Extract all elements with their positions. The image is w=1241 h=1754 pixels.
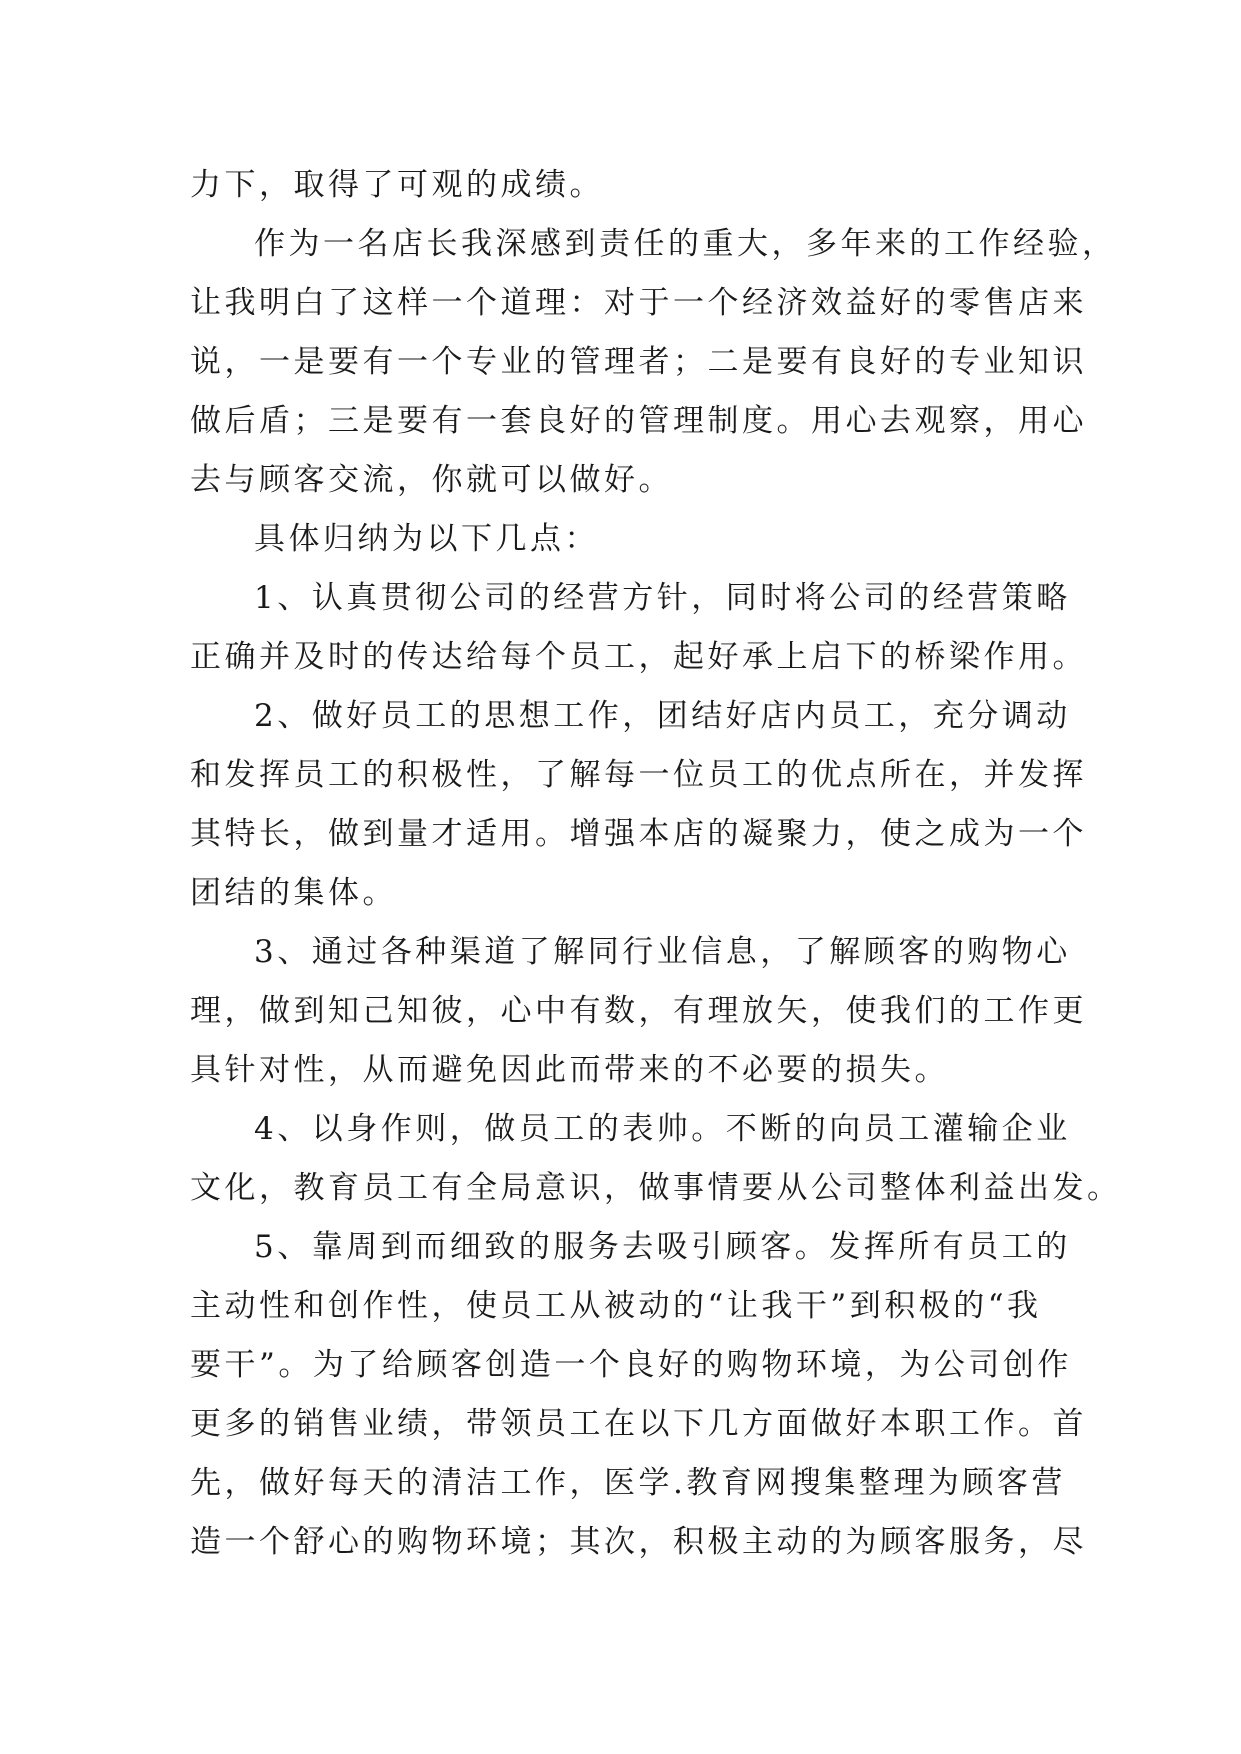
text-line: 让我明白了这样一个道理：对于一个经济效益好的零售店来 <box>190 285 1087 321</box>
text-line: 正确并及时的传达给每个员工，起好承上启下的桥梁作用。 <box>190 639 1087 675</box>
text-line: 要干”。为了给顾客创造一个良好的购物环境，为公司创作 <box>190 1347 1072 1383</box>
text-line: 3、通过各种渠道了解同行业信息，了解顾客的购物心 <box>254 934 1071 970</box>
text-line: 文化，教育员工有全局意识，做事情要从公司整体利益出发。 <box>190 1170 1122 1206</box>
text-line: 先，做好每天的清洁工作，医学.教育网搜集整理为顾客营 <box>190 1465 1066 1501</box>
text-line: 主动性和创作性，使员工从被动的“让我干”到积极的“我 <box>190 1288 1042 1324</box>
body-text <box>190 156 1122 1572</box>
text-line: 说，一是要有一个专业的管理者；二是要有良好的专业知识 <box>190 344 1087 380</box>
text-line: 具针对性，从而避免因此而带来的不必要的损失。 <box>190 1052 949 1088</box>
text-line: 其特长，做到量才适用。增强本店的凝聚力，使之成为一个 <box>190 816 1087 852</box>
text-line: 团结的集体。 <box>190 875 397 911</box>
text-line: 1、认真贯彻公司的经营方针，同时将公司的经营策略 <box>254 580 1071 616</box>
text-line: 力下，取得了可观的成绩。 <box>190 167 604 203</box>
text-line: 做后盾；三是要有一套良好的管理制度。用心去观察，用心 <box>190 403 1087 439</box>
text-line: 作为一名店长我深感到责任的重大，多年来的工作经验， <box>254 226 1117 262</box>
text-line: 具体归纳为以下几点： <box>254 521 599 557</box>
text-line: 和发挥员工的积极性，了解每一位员工的优点所在，并发挥 <box>190 757 1087 793</box>
text-line: 2、做好员工的思想工作，团结好店内员工，充分调动 <box>254 698 1071 734</box>
text-line: 4、以身作则，做员工的表帅。不断的向员工灌输企业 <box>254 1111 1071 1147</box>
text-line: 去与顾客交流，你就可以做好。 <box>190 462 673 498</box>
text-line: 更多的销售业绩，带领员工在以下几方面做好本职工作。首 <box>190 1406 1087 1442</box>
text-line: 造一个舒心的购物环境；其次，积极主动的为顾客服务，尽 <box>190 1524 1087 1560</box>
text-line: 理，做到知己知彼，心中有数，有理放矢，使我们的工作更 <box>190 993 1087 1029</box>
text-line: 5、靠周到而细致的服务去吸引顾客。发挥所有员工的 <box>254 1229 1071 1265</box>
